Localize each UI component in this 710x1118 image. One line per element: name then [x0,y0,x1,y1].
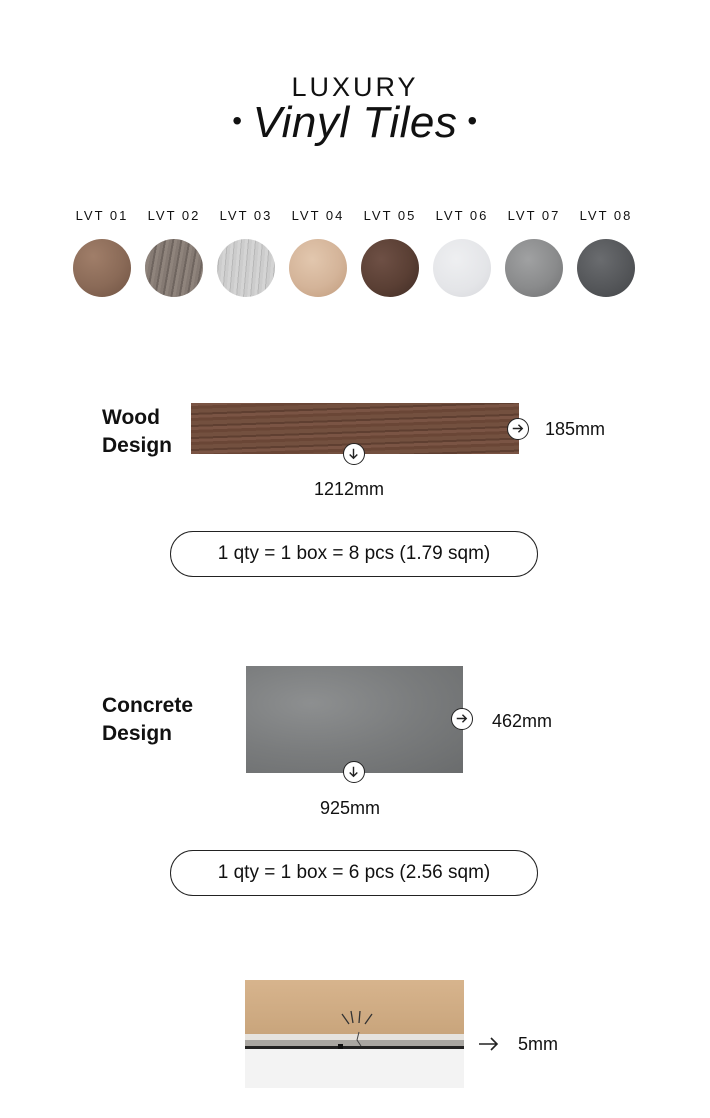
swatch-circle [433,239,491,297]
swatch-circle [577,239,635,297]
wood-design-title [102,404,172,460]
swatch-lvt-07[interactable] [505,208,563,297]
concrete-design-title [102,692,193,748]
title-bullet-right: • [467,105,478,137]
wood-title-line2: Design [102,434,173,457]
wood-title-line1: Wood [102,406,160,429]
swatch-label: LVT 03 [219,208,273,223]
swatch-label: LVT 05 [363,208,417,223]
thickness-label: 5mm [518,1034,558,1054]
swatch-circle [289,239,347,297]
title-vinyl-tiles [0,98,710,148]
swatch-lvt-04[interactable] [289,208,347,297]
swatch-label: LVT 08 [579,208,633,223]
swatch-label: LVT 07 [507,208,561,223]
concrete-tile-image [246,666,463,773]
thickness-arrow-icon [477,1034,501,1059]
thickness-cross-section-image [245,980,464,1088]
wood-width-label: 185mm [545,419,606,439]
wood-length-arrow-icon [343,443,365,465]
swatch-circle [505,239,563,297]
title-luxury: LUXURY [291,72,419,102]
swatch-lvt-08[interactable] [577,208,635,297]
swatch-lvt-03[interactable] [217,208,275,297]
swatch-label: LVT 01 [75,208,129,223]
swatch-label: LVT 06 [435,208,489,223]
title-main-text: Vinyl Tiles [252,98,458,147]
wood-width-arrow-icon [507,418,529,440]
concrete-length-label: 925mm [320,798,381,818]
swatch-lvt-06[interactable] [433,208,491,297]
concrete-width-label: 462mm [492,711,553,731]
title-bullet-left: • [232,105,243,137]
wood-pack-info: 1 qty = 1 box = 8 pcs (1.79 sqm) [170,531,538,577]
swatch-lvt-05[interactable] [361,208,419,297]
concrete-title-line1: Concrete [102,694,194,717]
concrete-pack-info: 1 qty = 1 box = 6 pcs (2.56 sqm) [170,850,538,896]
concrete-length-arrow-icon [343,761,365,783]
swatch-circle [361,239,419,297]
swatch-circle [145,239,203,297]
swatch-circle [73,239,131,297]
swatch-lvt-02[interactable] [145,208,203,297]
concrete-width-arrow-icon [451,708,473,730]
thickness-illustration [245,980,464,1088]
swatch-label: LVT 02 [147,208,201,223]
concrete-title-line2: Design [102,722,173,745]
swatch-label: LVT 04 [291,208,345,223]
swatch-circle [217,239,275,297]
wood-length-label: 1212mm [314,479,385,499]
swatch-lvt-01[interactable] [73,208,131,297]
